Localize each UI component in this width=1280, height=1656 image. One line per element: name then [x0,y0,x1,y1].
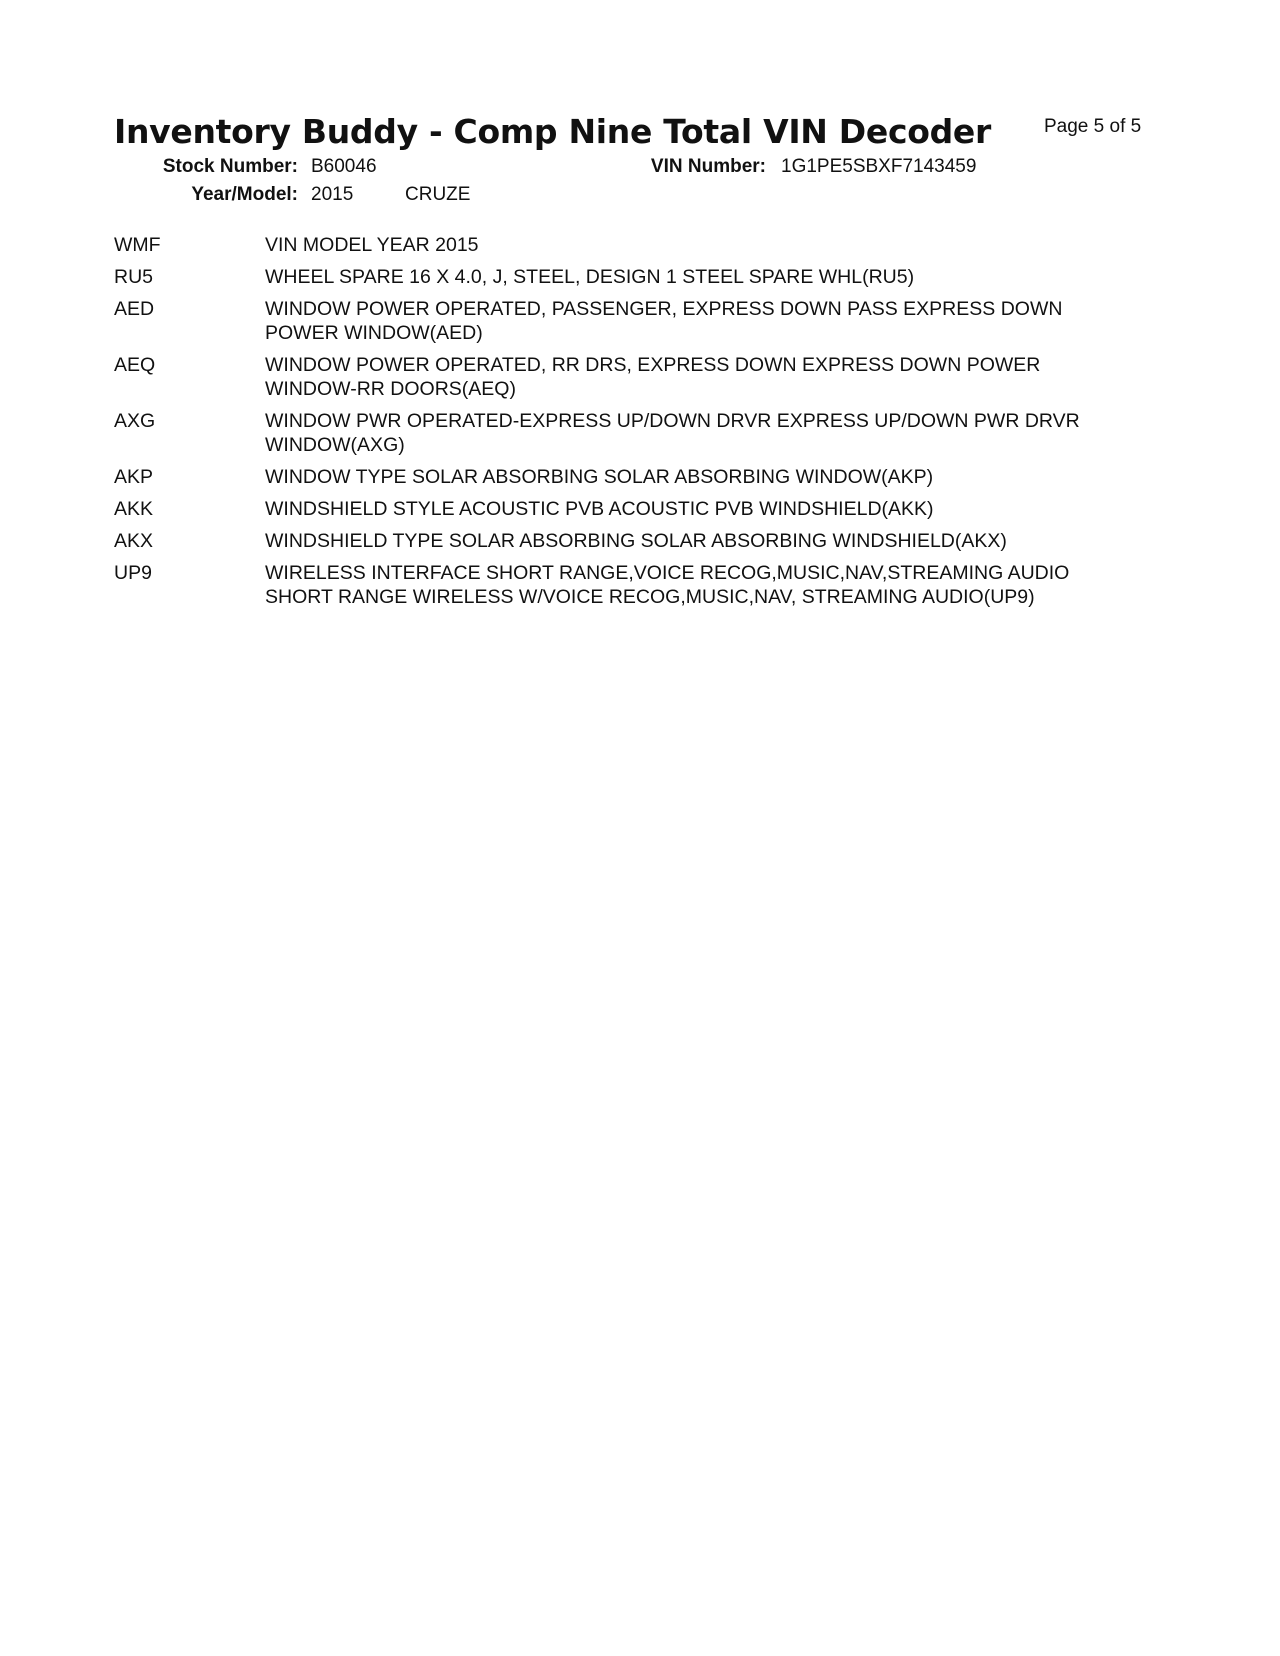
option-row [114,265,1164,289]
option-code: AKK [114,498,154,520]
option-code: AKP [114,466,154,488]
option-row [114,353,1164,401]
option-description: WINDOW PWR OPERATED-EXPRESS UP/DOWN DRVR EXPRESS UP/DOWN PWR DRVR WINDOW(AXG) [265,410,1080,456]
model-value: CRUZE [405,184,471,205]
option-description: WINDOW POWER OPERATED, RR DRS, EXPRESS DOWN EXPRESS DOWN POWER WINDOW-RR DOORS(AEQ) [265,354,1041,400]
option-code: AEQ [114,354,156,376]
option-description: WIRELESS INTERFACE SHORT RANGE,VOICE RECOG,MUSIC,NAV,STREAMING AUDIO SHORT RANGE WIRELESS W/VOICE RECOG,MUSIC,NAV, STREAMING AUDIO(UP9) [265,562,1070,608]
vin-number-value: 1G1PE5SBXF7143459 [781,156,977,177]
option-description: VIN MODEL YEAR 2015 [265,234,479,256]
option-code: UP9 [114,562,152,584]
stock-number-value: B60046 [311,156,377,177]
report-title: Inventory Buddy - Comp Nine Total VIN Decoder [114,112,991,151]
option-row [114,233,1164,257]
option-row [114,297,1164,345]
option-code: RU5 [114,266,154,288]
stock-number-label: Stock Number: [162,156,298,177]
option-row [114,529,1164,553]
option-code: WMF [114,234,161,256]
year-value: 2015 [311,184,354,205]
option-list [114,233,1164,617]
option-row [114,561,1164,609]
vin-number-label: VIN Number: [650,156,766,177]
option-row [114,409,1164,457]
option-code: AKX [114,530,154,552]
year-model-label: Year/Model: [191,184,298,205]
option-description: WINDSHIELD TYPE SOLAR ABSORBING SOLAR ABSORBING WINDSHIELD(AKX) [265,530,1007,552]
option-description: WINDOW POWER OPERATED, PASSENGER, EXPRESS DOWN PASS EXPRESS DOWN POWER WINDOW(AED) [265,298,1063,344]
option-code: AXG [114,410,156,432]
option-row [114,465,1164,489]
option-description: WINDSHIELD STYLE ACOUSTIC PVB ACOUSTIC PVB WINDSHIELD(AKK) [265,498,934,520]
option-code: AED [114,298,155,320]
page-number: Page 5 of 5 [1044,116,1142,137]
option-description: WHEEL SPARE 16 X 4.0, J, STEEL, DESIGN 1 STEEL SPARE WHL(RU5) [265,266,915,288]
option-description: WINDOW TYPE SOLAR ABSORBING SOLAR ABSORBING WINDOW(AKP) [265,466,934,488]
option-row [114,497,1164,521]
